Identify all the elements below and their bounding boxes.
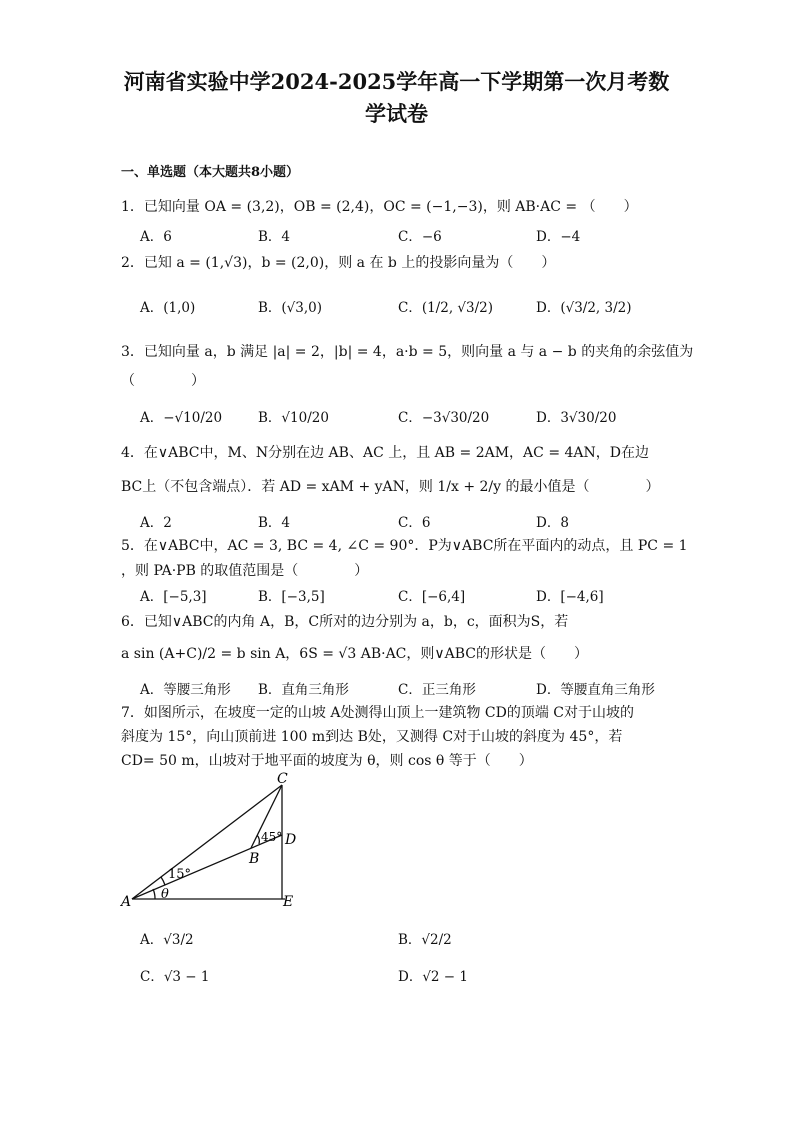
question-3-stem-cont: （ ） — [121, 373, 205, 389]
label-e: E — [283, 894, 294, 910]
q3-option-b: B．√10/20 — [258, 410, 329, 426]
q7-option-b: B．√2/2 — [398, 932, 452, 948]
q5-option-b: B．[−3,5] — [258, 589, 325, 605]
q2-option-a: A．(1,0) — [140, 300, 196, 316]
label-a: A — [121, 894, 132, 910]
q3-option-d: D．3√30/20 — [536, 410, 617, 426]
angle-theta-label: θ — [161, 887, 169, 902]
q2-option-c: C．(1/2, √3/2) — [398, 300, 494, 316]
question-7-stem-cont2: CD= 50 m，山坡对于地平面的坡度为 θ，则 cos θ 等于（ ） — [121, 753, 533, 769]
q1-option-b: B．4 — [258, 229, 291, 245]
q4-option-d: D．8 — [536, 515, 569, 531]
question-3-stem: 3．已知向量 a，b 满足 |a| = 2，|b| = 4，a·b = 5，则向量 a 与 a − b 的夹角的余弦值为 — [121, 344, 694, 360]
slope-line-ad — [132, 835, 282, 899]
question-5-stem: 5．在∨ABC中，AC = 3, BC = 4, ∠C = 90°．P为∨ABC所在平面内的动点，且 PC = 1 — [121, 538, 688, 554]
slope-figure — [115, 768, 315, 918]
section-heading: 一、单选题（本大题共8小题） — [121, 165, 300, 180]
question-5-stem-cont: ，则 PA·PB 的取值范围是（ ） — [121, 563, 369, 579]
label-c: C — [277, 771, 288, 787]
q6-option-d: D．等腰直角三角形 — [536, 682, 655, 698]
q1-option-c: C．−6 — [398, 229, 442, 245]
q6-option-b: B．直角三角形 — [258, 682, 349, 698]
question-4-stem: 4．在∨ABC中，M、N分别在边 AB、AC 上，且 AB = 2AM，AC = 4AN，D在边 — [121, 445, 650, 461]
q4-option-a: A．2 — [140, 515, 172, 531]
q3-option-a: A．−√10/20 — [140, 410, 223, 426]
q5-option-a: A．[−5,3] — [140, 589, 207, 605]
question-7-stem-cont1: 斜度为 15°，向山顶前进 100 m到达 B处，又测得 C对于山坡的斜度为 45°，若 — [121, 729, 623, 745]
q3-option-c: C．−3√30/20 — [398, 410, 490, 426]
angle-45-arc — [257, 835, 259, 844]
question-2-stem: 2．已知 a = (1,√3)，b = (2,0)，则 a 在 b 上的投影向量为（ ） — [121, 255, 556, 271]
angle-15-label: 15° — [168, 867, 192, 882]
question-4-stem-cont: BC上（不包含端点）．若 AD = xAM + yAN，则 1/x + 2/y 的最小值是（ ） — [121, 479, 660, 495]
q6-option-c: C．正三角形 — [398, 682, 476, 698]
question-1-stem: 1．已知向量 OA = (3,2)，OB = (2,4)，OC = (−1,−3)，则 AB·AC = （ ） — [121, 199, 638, 215]
q6-option-a: A．等腰三角形 — [140, 682, 231, 698]
q5-option-d: D．[−4,6] — [536, 589, 604, 605]
q7-option-c: C．√3 − 1 — [140, 969, 210, 985]
q4-option-b: B．4 — [258, 515, 291, 531]
q2-option-b: B．(√3,0) — [258, 300, 323, 316]
q4-option-c: C．6 — [398, 515, 431, 531]
label-b: B — [249, 851, 260, 867]
doc-title-line1: 河南省实验中学2024-2025学年高一下学期第一次月考数 — [123, 69, 670, 94]
doc-title-line2: 学试卷 — [365, 101, 428, 126]
q1-option-d: D．−4 — [536, 229, 581, 245]
label-d: D — [285, 832, 297, 848]
angle-15-arc — [161, 877, 165, 885]
angle-45-label: 45° — [261, 830, 283, 844]
question-6-stem-cont: a sin (A+C)/2 = b sin A，6S = √3 AB·AC，则∨ABC的形状是（ ） — [121, 646, 589, 662]
q7-option-d: D．√2 − 1 — [398, 969, 468, 985]
q1-option-a: A．6 — [140, 229, 172, 245]
question-7-stem: 7．如图所示，在坡度一定的山坡 A处测得山顶上一建筑物 CD的顶端 C对于山坡的 — [121, 705, 635, 721]
q5-option-c: C．[−6,4] — [398, 589, 466, 605]
question-6-stem: 6．已知∨ABC的内角 A，B，C所对的边分别为 a，b，c，面积为S，若 — [121, 614, 569, 630]
theta-arc — [153, 889, 155, 899]
q2-option-d: D．(√3/2, 3/2) — [536, 300, 632, 316]
q7-option-a: A．√3/2 — [140, 932, 194, 948]
